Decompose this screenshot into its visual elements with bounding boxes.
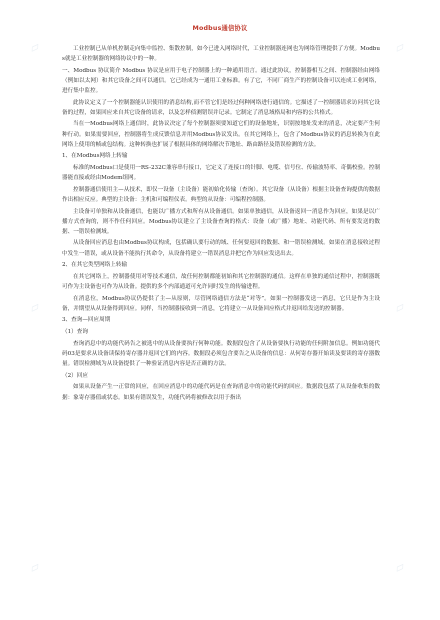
- subsection-heading: 2、在其它类型网络上转输: [62, 262, 128, 269]
- body-paragraph: 在其它网络上，控制器使用对等技术通信，故任何控制都能初始和其它控制器的通信。这样在单独的通信过程中，控制器既可作为主设备也可作为从设备。提供的多个内部通道可允许同时发生的传输进程。: [62, 273, 380, 290]
- body-paragraph: 当在一Modbus网络上通信时，此协议决定了每个控制器须要知道它们的设备地址，识别按地址发来的消息，决定要产生何种行动。如果需要回应，控制器将生成反馈信息并用Modbus协议发出。在其它网络上，包含了Modbus协议的消息转换为在此网络上使用的帧或包结构。这种转换也扩展了根据具体的网络解决节地址、路由路径及错误检测的方法。: [62, 121, 380, 148]
- subsection-heading: （2）回应: [62, 372, 88, 379]
- document-body: [62, 44, 380, 404]
- body-paragraph: 从设备回应消息也由Modbus协议构成，包括确认要行动的域、任何要返回的数据、和一错误检测域。如果在消息接收过程中发生一错误，或从设备不能执行其命令，从设备将建立一错误消息并把它作为回应发送出去。: [62, 240, 380, 257]
- subsection-heading: 1、在Modbus网络上转输: [62, 153, 128, 160]
- body-paragraph: 在消息位，Modbus协议仍提供了主—从原则，尽管网络通信方法是“对等”。如果一控制器发送一消息，它只是作为主设备，并期望从从设备得到回应。同样，当控制器接收到一消息，它将建立一从设备回应格式并返回给发送的控制器。: [62, 295, 380, 312]
- subsection-heading: （1）查询: [62, 329, 88, 336]
- body-paragraph: 标准的Modbus口是使用一RS-232C兼容串行接口，它定义了连接口的针脚、电缆、信号位、传输波特率、奇偶校验。控制器能直接或经由Modem组网。: [62, 165, 380, 182]
- subsection-heading: 3、查询—回应周期: [62, 317, 111, 324]
- watermark-mark: ▱: [392, 38, 407, 56]
- watermark-mark: ▱: [392, 558, 407, 576]
- document-title: Modbus通信协议: [192, 25, 248, 32]
- body-paragraph: 控制器通信使用主—从技术，即仅一设备（主设备）能初始化传输（查询）。其它设备（从设备）根据主设备查询提供的数据作出相应反应。典型的主设备：主机和可编程仪表。典型的从设备：可编程控制器。: [62, 186, 380, 203]
- body-paragraph: 查询消息中的功能代码告之被选中的从设备要执行何种功能。数据段包含了从设备要执行功能的任何附加信息。例如功能代码03是要求从设备读保持寄存器并返回它们的内容。数据段必须包含要告之从设备的信息：从何寄存器开始读及要读的寄存器数量。错误检测域为从设备提供了一种验证消息内容是否正确的方法。: [62, 340, 380, 368]
- body-paragraph: 如果从设备产生一正常的回应，在回应消息中的功能代码是在查询消息中的功能代码的回应。数据段包括了从设备收集的数据：象寄存器值或状态。如果有错误发生，功能代码将被修改以用于指出: [62, 384, 380, 401]
- watermark-mark: ▱: [392, 298, 407, 316]
- body-paragraph: 此协议定义了一个控制器能认识使用的消息结构,而不管它们是经过何种网络进行通信的。它描述了一控制器请求访问其它设备的过程，如果回应来自其它设备的请求，以及怎样侦测错误并记录。它制定了消息域格局和内容的公共格式。: [62, 99, 380, 116]
- watermark-mark: ▱: [27, 38, 42, 56]
- watermark-mark: ▱: [27, 298, 42, 316]
- body-paragraph: 主设备可单独和从设备通信，也能以广播方式和所有从设备通信。如果单独通信，从设备返回一消息作为回应，如果是以广播方式查询的，则不作任何回应。Modbus协议建立了主设备查询的格式：设备（或广播）地址、功能代码、所有要发送的数据、一错误检测域。: [62, 208, 380, 235]
- watermark-mark: ▱: [27, 558, 42, 576]
- section-heading-paragraph: 一、Modbus 协议简介 Modbus 协议是应用于电子控制器上的一种通用语言。通过此协议，控制器相互之间、控制器经由网络（例如以太网）和其它设备之间可以通信。它已经成为一通用工业标准。有了它，不同厂商生产的控制设备可以连成工业网络，进行集中监控。: [62, 67, 380, 94]
- body-paragraph: 工业控制已从单机控制走向集中监控、集散控制，如今已进入网络时代，工业控制器连网也为网络管理提供了方便。Modbus就是工业控制器的网络协议中的一种。: [62, 46, 380, 63]
